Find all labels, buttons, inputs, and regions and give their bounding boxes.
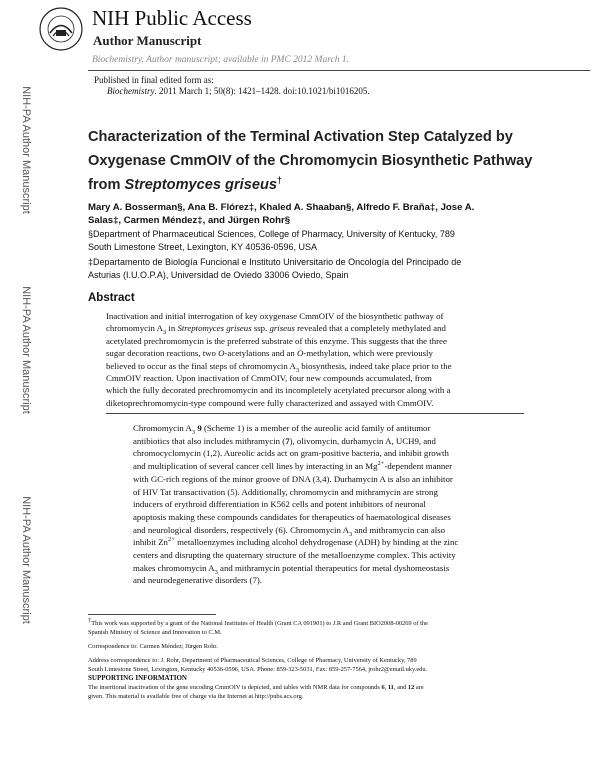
- side-label-2: NIH-PA Author Manuscript: [20, 286, 33, 414]
- side-label-3: NIH-PA Author Manuscript: [20, 496, 33, 624]
- address-note: Address correspondence to: J. Rohr, Department of Pharmaceutical Sciences, College of Pharmacy, University of Kentucky, 789: [88, 657, 417, 664]
- supporting-info-text: The insertional inactivation of the gene encoding CmmOIV is depicted, and tables with NMR data for compounds 6, 11, and 12 are: [88, 684, 424, 691]
- author-manuscript-subtitle: Author Manuscript: [93, 33, 202, 48]
- availability-note: Biochemistry. Author manuscript; available in PMC 2012 March 1.: [92, 55, 350, 65]
- citation-line: [107, 86, 370, 96]
- citation-details: . 2011 March 1; 50(8): 1421–1428. doi:10.1021/bi1016205.: [154, 86, 370, 96]
- correspondence-note: Correspondence to: Carmen Méndez; Jürgen Rohr.: [88, 643, 218, 650]
- header-rule: [88, 70, 590, 71]
- affiliation-oviedo: ‡Departamento de Biología Funcional e Instituto Universitario de Oncología del Principado de Asturias (I.U.O.P.A), Universidad de Oviedo 33006 Oviedo, Spain: [88, 257, 462, 280]
- abstract-rule: [106, 413, 524, 414]
- supporting-info-heading: SUPPORTING INFORMATION: [88, 674, 187, 682]
- published-line: Published in final edited form as:: [94, 75, 214, 85]
- funding-footnote: †This work was supported by a grant of the National Institutes of Health (Grant CA 091901) to J.R and Grant BIO2008-00269 of the: [88, 616, 428, 627]
- intro-paragraph: Chromomycin $A_3$ 9 (Scheme 1) is a member of the aureolic acid family of antitumor antibiotics that also includes mithramycin (7), olivomycin, durhamycin A, UCH9, and chromocyclomycin (1,2). Aureolic acids act on gram-positive bacteria, and inhibit growth and multiplication of several cancer cell lines by interacting in an $Mg^{2+}$-dependent manner with GC-rich regions of the minor groove of DNA (3,4). Durhamycin A is also an inhibitor of HIV Tat transactivation (5). Additionally, chromomycin and mithramycin are strong inducers of erythroid differentiation in K562 cells and potent inhibitors of neuronal apoptosis making these compounds candidates for therapeutics of haematological diseases and neurological disorders, respectively (6). Chromomycin $A_3$ and mithramycin can also inhibit $Zn^{2+}$ metalloenzymes including alcohol dehydrogenase (ADH) by binding at the zinc centers and disrupting the quaternary structure of the metalloenzyme complex. This activity makes chromomycin $A_3$ and mithramycin potential therapeutics for metal dyshomeostasis and neurodegenerative disorders (7).: [133, 423, 459, 586]
- abstract-heading: Abstract: [88, 292, 135, 304]
- nih-seal-icon: [38, 6, 84, 52]
- author-list: Mary A. Bosserman§, Ana B. Flórez‡, Khaled A. Shaaban§, Alfredo F. Braña‡, Jose A. Salas‡, Carmen Méndez‡, and Jürgen Rohr§: [88, 202, 475, 226]
- journal-name: Biochemistry: [107, 86, 155, 96]
- footnotes: †This work was supported by a grant of the National Institutes of Health (Grant CA 091901) to J.R and Grant BIO2008-00269 of the Spanish Ministry of Science and Innovation to C.M. Correspondence to: Carmen Méndez; Jürgen Rohr. Address correspondence to: J. Rohr, Department of Pharmaceutical Sciences, College of Pharmacy, University of Kentucky, 789 South Limestone Street, Lexington, Kentucky 40536-0596, USA. Phone: 859-323-5031, Fax: 859-257-7564, jrohr2@email.uky.edu. SUPPORTING INFORMATION The insertional inactivation of the gene encoding CmmOIV is depicted, and tables with NMR data for compounds 6, 11, and 12 are given. This material is available free of charge via the Internet at http://pubs.acs.org.: [88, 619, 588, 701]
- affiliation-kentucky: §Department of Pharmaceutical Sciences, College of Pharmacy, University of Kentucky, 789 South Limestone Street, Lexington, KY 40536-0596, USA: [88, 229, 455, 252]
- footnote-rule: [88, 614, 216, 615]
- article-title: Characterization of the Terminal Activation Step Catalyzed by Oxygenase CmmOIV of the Chromomycin Biosynthetic Pathway from Streptomyces griseus†: [88, 129, 533, 193]
- nih-logo: [38, 6, 84, 52]
- abstract-text: Inactivation and initial interrogation of key oxygenase CmmOIV of the biosynthetic pathway of chromomycin $A_3$ in Streptomyces griseus ssp. griseus revealed that a completely methylated and acetylated prechromomycin is the preferred substrate of this enzyme. This suggests that the three sugar decoration reactions, two O-acetylations and an O-methylation, which were previously believed to occur as the final steps of chromomycin $A_3$ biosynthesis, indeed take place prior to the CmmOIV reaction. Upon inactivation of CmmOIV, four new compounds accumulated, from which the fully decorated prechromomycin and its incompletely acetylated precursor along with a diketoprechromomycin-type compound were fully characterized and assayed with CmmOIV.: [106, 311, 452, 408]
- nih-public-access-title: NIH Public Access: [92, 6, 252, 30]
- side-label-1: NIH-PA Author Manuscript: [20, 86, 33, 214]
